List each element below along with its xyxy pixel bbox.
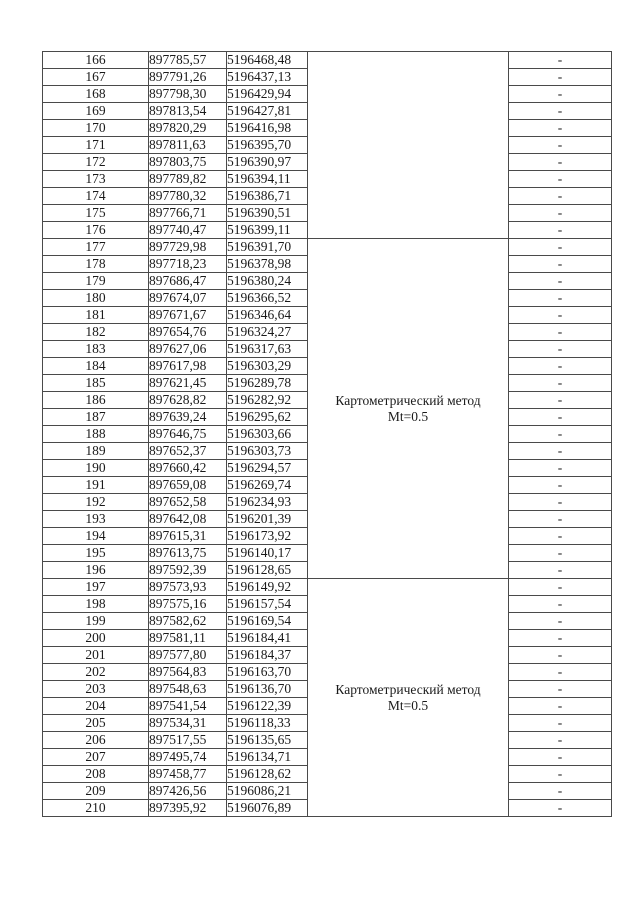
point-number-cell: 205 [43,715,149,732]
x-coordinate-cell: 897789,82 [149,171,227,188]
coordinates-table [42,51,612,817]
x-coordinate-cell: 897577,80 [149,647,227,664]
dash-cell: - [509,596,612,613]
y-coordinate-cell: 5196346,64 [227,307,308,324]
point-number-cell: 182 [43,324,149,341]
table-row [43,579,612,596]
dash-cell: - [509,358,612,375]
y-coordinate-cell: 5196380,24 [227,273,308,290]
dash-cell: - [509,137,612,154]
y-coordinate-cell: 5196324,27 [227,324,308,341]
x-coordinate-cell: 897613,75 [149,545,227,562]
point-number-cell: 199 [43,613,149,630]
method-cell [308,52,509,239]
y-coordinate-cell: 5196303,29 [227,358,308,375]
point-number-cell: 188 [43,426,149,443]
dash-cell: - [509,290,612,307]
method-accuracy: Mt=0.5 [387,408,429,424]
dash-cell: - [509,222,612,239]
y-coordinate-cell: 5196128,62 [227,766,308,783]
x-coordinate-cell: 897811,63 [149,137,227,154]
y-coordinate-cell: 5196378,98 [227,256,308,273]
point-number-cell: 197 [43,579,149,596]
dash-cell: - [509,647,612,664]
y-coordinate-cell: 5196394,11 [227,171,308,188]
y-coordinate-cell: 5196134,71 [227,749,308,766]
dash-cell: - [509,375,612,392]
point-number-cell: 175 [43,205,149,222]
y-coordinate-cell: 5196184,41 [227,630,308,647]
point-number-cell: 177 [43,239,149,256]
y-coordinate-cell: 5196149,92 [227,579,308,596]
y-coordinate-cell: 5196317,63 [227,341,308,358]
x-coordinate-cell: 897541,54 [149,698,227,715]
point-number-cell: 191 [43,477,149,494]
point-number-cell: 186 [43,392,149,409]
point-number-cell: 169 [43,103,149,120]
table-row [43,239,612,256]
point-number-cell: 173 [43,171,149,188]
x-coordinate-cell: 897548,63 [149,681,227,698]
y-coordinate-cell: 5196395,70 [227,137,308,154]
x-coordinate-cell: 897617,98 [149,358,227,375]
point-number-cell: 193 [43,511,149,528]
y-coordinate-cell: 5196140,17 [227,545,308,562]
point-number-cell: 209 [43,783,149,800]
x-coordinate-cell: 897592,39 [149,562,227,579]
method-name: Картометрический метод [335,681,481,697]
point-number-cell: 172 [43,154,149,171]
x-coordinate-cell: 897581,11 [149,630,227,647]
x-coordinate-cell: 897628,82 [149,392,227,409]
point-number-cell: 198 [43,596,149,613]
x-coordinate-cell: 897627,06 [149,341,227,358]
dash-cell: - [509,324,612,341]
point-number-cell: 170 [43,120,149,137]
y-coordinate-cell: 5196173,92 [227,528,308,545]
dash-cell: - [509,800,612,817]
point-number-cell: 183 [43,341,149,358]
x-coordinate-cell: 897573,93 [149,579,227,596]
dash-cell: - [509,86,612,103]
dash-cell: - [509,511,612,528]
x-coordinate-cell: 897820,29 [149,120,227,137]
x-coordinate-cell: 897766,71 [149,205,227,222]
y-coordinate-cell: 5196128,65 [227,562,308,579]
x-coordinate-cell: 897686,47 [149,273,227,290]
point-number-cell: 178 [43,256,149,273]
y-coordinate-cell: 5196399,11 [227,222,308,239]
x-coordinate-cell: 897495,74 [149,749,227,766]
dash-cell: - [509,460,612,477]
y-coordinate-cell: 5196118,33 [227,715,308,732]
x-coordinate-cell: 897534,31 [149,715,227,732]
dash-cell: - [509,103,612,120]
x-coordinate-cell: 897652,58 [149,494,227,511]
y-coordinate-cell: 5196416,98 [227,120,308,137]
dash-cell: - [509,749,612,766]
y-coordinate-cell: 5196386,71 [227,188,308,205]
point-number-cell: 201 [43,647,149,664]
dash-cell: - [509,392,612,409]
dash-cell: - [509,783,612,800]
y-coordinate-cell: 5196468,48 [227,52,308,69]
dash-cell: - [509,664,612,681]
point-number-cell: 206 [43,732,149,749]
y-coordinate-cell: 5196390,97 [227,154,308,171]
coordinates-table-body [43,52,612,817]
y-coordinate-cell: 5196169,54 [227,613,308,630]
point-number-cell: 180 [43,290,149,307]
dash-cell: - [509,579,612,596]
x-coordinate-cell: 897659,08 [149,477,227,494]
point-number-cell: 210 [43,800,149,817]
point-number-cell: 190 [43,460,149,477]
dash-cell: - [509,766,612,783]
dash-cell: - [509,613,612,630]
dash-cell: - [509,545,612,562]
point-number-cell: 176 [43,222,149,239]
y-coordinate-cell: 5196303,73 [227,443,308,460]
y-coordinate-cell: 5196427,81 [227,103,308,120]
dash-cell: - [509,698,612,715]
dash-cell: - [509,307,612,324]
point-number-cell: 185 [43,375,149,392]
dash-cell: - [509,188,612,205]
x-coordinate-cell: 897642,08 [149,511,227,528]
x-coordinate-cell: 897652,37 [149,443,227,460]
x-coordinate-cell: 897718,23 [149,256,227,273]
dash-cell: - [509,477,612,494]
x-coordinate-cell: 897615,31 [149,528,227,545]
y-coordinate-cell: 5196184,37 [227,647,308,664]
y-coordinate-cell: 5196366,52 [227,290,308,307]
dash-cell: - [509,732,612,749]
y-coordinate-cell: 5196289,78 [227,375,308,392]
x-coordinate-cell: 897785,57 [149,52,227,69]
point-number-cell: 202 [43,664,149,681]
point-number-cell: 168 [43,86,149,103]
point-number-cell: 204 [43,698,149,715]
point-number-cell: 194 [43,528,149,545]
dash-cell: - [509,426,612,443]
y-coordinate-cell: 5196294,57 [227,460,308,477]
point-number-cell: 200 [43,630,149,647]
dash-cell: - [509,715,612,732]
x-coordinate-cell: 897517,55 [149,732,227,749]
point-number-cell: 181 [43,307,149,324]
y-coordinate-cell: 5196390,51 [227,205,308,222]
y-coordinate-cell: 5196295,62 [227,409,308,426]
table-row [43,52,612,69]
dash-cell: - [509,171,612,188]
y-coordinate-cell: 5196135,65 [227,732,308,749]
point-number-cell: 187 [43,409,149,426]
x-coordinate-cell: 897582,62 [149,613,227,630]
y-coordinate-cell: 5196269,74 [227,477,308,494]
point-number-cell: 203 [43,681,149,698]
dash-cell: - [509,69,612,86]
x-coordinate-cell: 897654,76 [149,324,227,341]
point-number-cell: 166 [43,52,149,69]
dash-cell: - [509,409,612,426]
dash-cell: - [509,154,612,171]
x-coordinate-cell: 897798,30 [149,86,227,103]
dash-cell: - [509,341,612,358]
dash-cell: - [509,562,612,579]
x-coordinate-cell: 897671,67 [149,307,227,324]
x-coordinate-cell: 897621,45 [149,375,227,392]
point-number-cell: 174 [43,188,149,205]
x-coordinate-cell: 897803,75 [149,154,227,171]
x-coordinate-cell: 897660,42 [149,460,227,477]
y-coordinate-cell: 5196234,93 [227,494,308,511]
method-cell [308,579,509,817]
point-number-cell: 184 [43,358,149,375]
x-coordinate-cell: 897740,47 [149,222,227,239]
method-accuracy: Mt=0.5 [387,697,429,713]
point-number-cell: 179 [43,273,149,290]
y-coordinate-cell: 5196076,89 [227,800,308,817]
x-coordinate-cell: 897813,54 [149,103,227,120]
y-coordinate-cell: 5196282,92 [227,392,308,409]
point-number-cell: 171 [43,137,149,154]
dash-cell: - [509,239,612,256]
point-number-cell: 167 [43,69,149,86]
dash-cell: - [509,120,612,137]
method-name: Картометрический метод [335,392,481,408]
x-coordinate-cell: 897780,32 [149,188,227,205]
x-coordinate-cell: 897395,92 [149,800,227,817]
dash-cell: - [509,205,612,222]
y-coordinate-cell: 5196122,39 [227,698,308,715]
x-coordinate-cell: 897639,24 [149,409,227,426]
x-coordinate-cell: 897426,56 [149,783,227,800]
dash-cell: - [509,528,612,545]
x-coordinate-cell: 897646,75 [149,426,227,443]
y-coordinate-cell: 5196157,54 [227,596,308,613]
x-coordinate-cell: 897791,26 [149,69,227,86]
y-coordinate-cell: 5196086,21 [227,783,308,800]
point-number-cell: 195 [43,545,149,562]
point-number-cell: 189 [43,443,149,460]
y-coordinate-cell: 5196303,66 [227,426,308,443]
point-number-cell: 207 [43,749,149,766]
dash-cell: - [509,273,612,290]
y-coordinate-cell: 5196163,70 [227,664,308,681]
dash-cell: - [509,681,612,698]
x-coordinate-cell: 897729,98 [149,239,227,256]
method-cell [308,239,509,579]
point-number-cell: 196 [43,562,149,579]
y-coordinate-cell: 5196429,94 [227,86,308,103]
dash-cell: - [509,256,612,273]
y-coordinate-cell: 5196391,70 [227,239,308,256]
y-coordinate-cell: 5196201,39 [227,511,308,528]
dash-cell: - [509,494,612,511]
point-number-cell: 192 [43,494,149,511]
x-coordinate-cell: 897674,07 [149,290,227,307]
y-coordinate-cell: 5196437,13 [227,69,308,86]
point-number-cell: 208 [43,766,149,783]
dash-cell: - [509,443,612,460]
dash-cell: - [509,630,612,647]
dash-cell: - [509,52,612,69]
x-coordinate-cell: 897458,77 [149,766,227,783]
x-coordinate-cell: 897575,16 [149,596,227,613]
y-coordinate-cell: 5196136,70 [227,681,308,698]
x-coordinate-cell: 897564,83 [149,664,227,681]
